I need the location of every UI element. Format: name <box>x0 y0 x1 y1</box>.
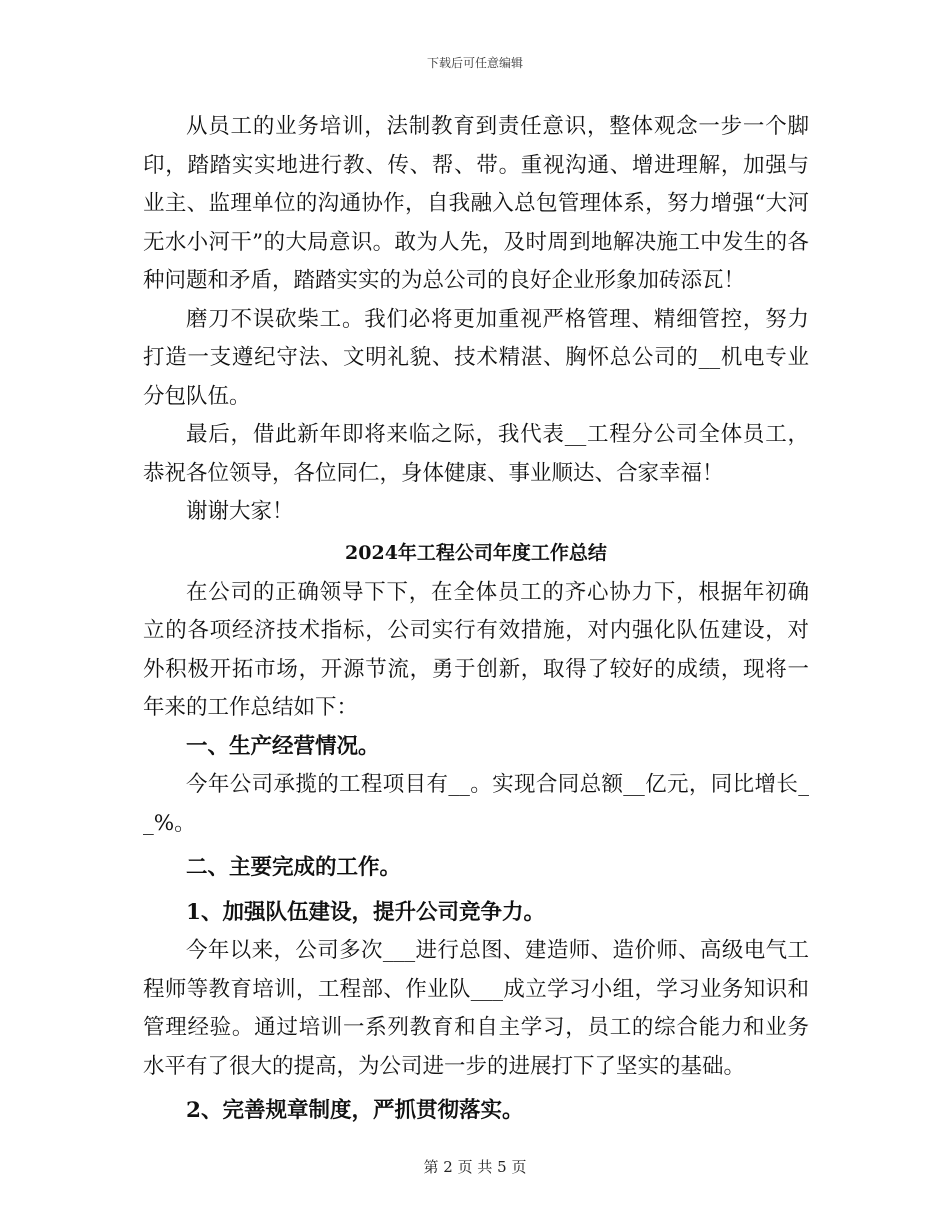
paragraph-introduction: 在公司的正确领导下下，在全体员工的齐心协力下，根据年初确立的各项经济技术指标，公司实行有效措施，对内强化队伍建设，对外积极开拓市场，开源节流，勇于创新，取得了较好的成绩，现将一年来的工作总结如下： <box>143 579 809 720</box>
paragraph-production-figures: 今年公司承揽的工程项目有__。实现合同总额__亿元，同比增长__%。 <box>143 772 809 836</box>
page-number-indicator: 第 2 页 共 5 页 <box>423 1158 527 1176</box>
paragraph-thanks: 谢谢大家！ <box>186 499 294 524</box>
section-heading-production: 一、生产经营情况。 <box>186 733 380 759</box>
section-heading-main-work: 二、主要完成的工作。 <box>186 855 402 880</box>
paragraph-strict-management: 磨刀不误砍柴工。我们必将更加重视严格管理、精细管控，努力打造一支遵纪守法、文明礼貌、技术精湛、胸怀总公司的__机电专业分包队伍。 <box>143 306 809 409</box>
document-title: 2024年工程公司年度工作总结 <box>345 541 607 564</box>
paragraph-new-year-wishes: 最后，借此新年即将来临之际，我代表__工程分公司全体员工，恭祝各位领导，各位同仁，身体健康、事业顺达、合家幸福！ <box>143 422 809 486</box>
paragraph-training-details: 今年以来，公司多次___进行总图、建造师、造价师、高级电气工程师等教育培训，工程部、作业队___成立学习小组，学习业务知识和管理经验。通过培训一系列教育和自主学习，员工的综合能力和业务水平有了很大的提高，为公司进一步的进展打下了坚实的基础。 <box>143 938 809 1079</box>
document-body <box>143 108 809 1131</box>
paragraph-staff-training: 从员工的业务培训，法制教育到责任意识，整体观念一步一个脚印，踏踏实实地进行教、传、帮、带。重视沟通、增进理解，加强与业主、监理单位的沟通协作，自我融入总包管理体系，努力增强“大河无水小河干”的大局意识。敢为人先，及时周到地解决施工中发生的各种问题和矛盾，踏踏实实的为总公司的良好企业形象加砖添瓦！ <box>143 114 809 293</box>
subsection-heading-team-building: 1、加强队伍建设，提升公司竞争力。 <box>186 899 545 925</box>
page-header-note: 下载后可任意编辑 <box>426 56 523 70</box>
subsection-heading-regulations: 2、完善规章制度，严抓贯彻落实。 <box>186 1098 524 1123</box>
